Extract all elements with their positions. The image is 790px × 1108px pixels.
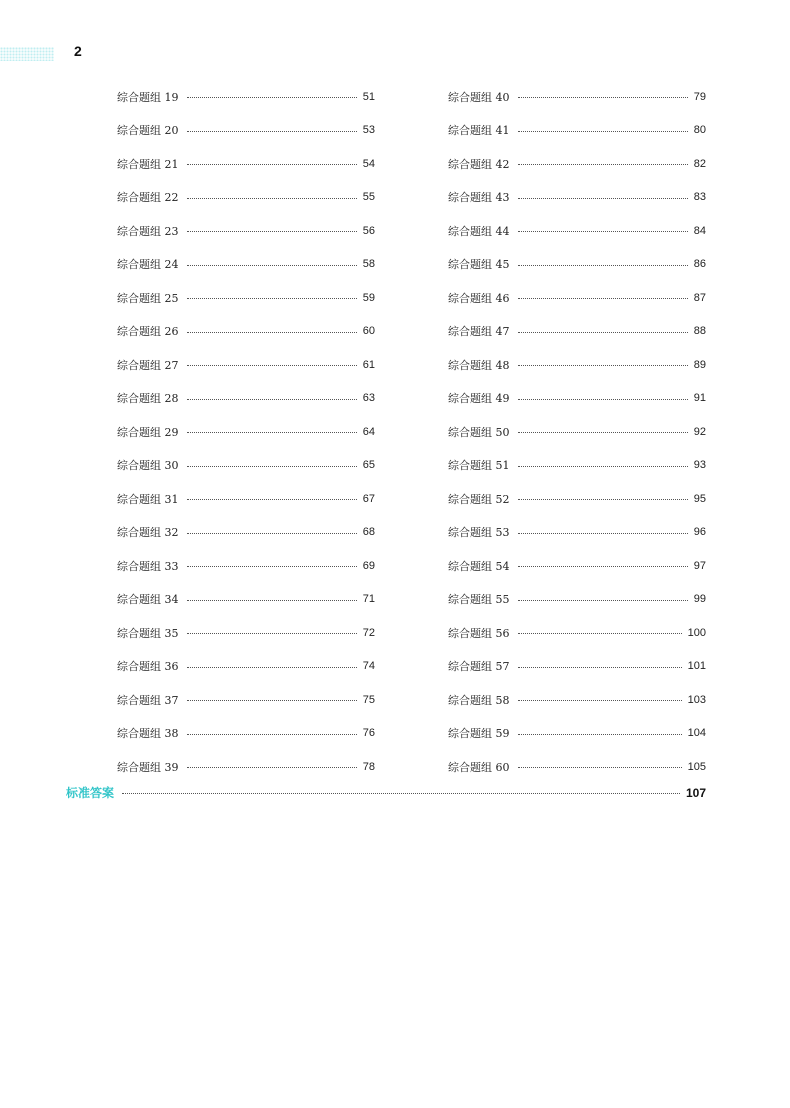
dot-leader [518, 231, 688, 232]
toc-entry-page: 95 [693, 492, 706, 505]
dot-leader [518, 533, 688, 534]
toc-entry[interactable] [117, 549, 375, 583]
toc-entry-page: 56 [362, 224, 375, 237]
toc-entry-label: 综合题组 29 [117, 425, 179, 439]
toc-entry-label: 综合题组 19 [117, 90, 179, 104]
dot-leader [187, 767, 357, 768]
toc-entry-page: 68 [362, 526, 375, 539]
toc-entry[interactable] [117, 214, 375, 248]
dot-leader [518, 365, 688, 366]
toc-entry-label: 综合题组 22 [117, 191, 179, 205]
toc-entry-page: 71 [362, 593, 375, 606]
toc-entry-page: 99 [693, 593, 706, 606]
toc-entry-label: 综合题组 44 [448, 224, 510, 238]
answers-label: 标准答案 [66, 786, 115, 800]
toc-entry-label: 综合题组 45 [448, 258, 510, 272]
toc-entry-page: 82 [693, 157, 706, 170]
dot-leader [187, 265, 357, 266]
toc-entry-page: 54 [362, 157, 375, 170]
toc-entry-page: 93 [693, 459, 706, 472]
page-header [0, 40, 790, 70]
toc-entry-page: 86 [693, 258, 706, 271]
toc-entry-page: 59 [362, 291, 375, 304]
toc-entry[interactable] [117, 717, 375, 751]
page-number: 2 [74, 43, 82, 59]
toc-entry-label: 综合题组 51 [448, 459, 510, 473]
toc-entry-page: 80 [693, 124, 706, 137]
dot-leader [187, 700, 357, 701]
dot-leader [187, 466, 357, 467]
toc-entry[interactable] [448, 683, 706, 717]
dot-leader [187, 332, 357, 333]
toc-entry[interactable] [117, 382, 375, 416]
toc-entry-page: 78 [362, 760, 375, 773]
dot-leader [518, 97, 688, 98]
toc-entry-label: 综合题组 30 [117, 459, 179, 473]
toc-entry-page: 58 [362, 258, 375, 271]
toc-entry-label: 综合题组 46 [448, 291, 510, 305]
dot-leader [187, 566, 357, 567]
toc-entry-label: 综合题组 58 [448, 693, 510, 707]
toc-entry[interactable] [448, 616, 706, 650]
toc-entry-page: 97 [693, 559, 706, 572]
dot-leader [187, 667, 357, 668]
toc-entry[interactable] [448, 449, 706, 483]
toc-entry-page: 53 [362, 124, 375, 137]
toc-entry-page: 92 [693, 425, 706, 438]
dot-leader [518, 633, 682, 634]
toc-entry-label: 综合题组 42 [448, 157, 510, 171]
toc-entry-page: 64 [362, 425, 375, 438]
toc-entry[interactable] [117, 583, 375, 617]
toc-entry-page: 69 [362, 559, 375, 572]
toc-entry-page: 76 [362, 727, 375, 740]
decorative-dot-band [0, 47, 54, 61]
toc-entry[interactable] [448, 549, 706, 583]
toc-entry[interactable] [117, 348, 375, 382]
toc-entry[interactable] [448, 516, 706, 550]
dot-leader [518, 198, 688, 199]
dot-leader [518, 298, 688, 299]
toc-entry[interactable] [448, 415, 706, 449]
toc-entry[interactable] [448, 80, 706, 114]
toc-entry-answers[interactable] [66, 784, 706, 801]
toc-entry-label: 综合题组 26 [117, 325, 179, 339]
toc-entry[interactable] [117, 683, 375, 717]
toc-entry-label: 综合题组 48 [448, 358, 510, 372]
dot-leader [518, 265, 688, 266]
dot-leader [518, 432, 688, 433]
toc-entry-label: 综合题组 24 [117, 258, 179, 272]
toc-entry[interactable] [117, 315, 375, 349]
toc-entry-page: 83 [693, 191, 706, 204]
toc-entry[interactable] [117, 415, 375, 449]
toc-entry-label: 综合题组 20 [117, 124, 179, 138]
dot-leader [187, 600, 357, 601]
toc-entry[interactable] [117, 248, 375, 282]
dot-leader [187, 734, 357, 735]
toc-entry-page: 51 [362, 90, 375, 103]
toc-entry-page: 96 [693, 526, 706, 539]
toc-entry[interactable] [448, 717, 706, 751]
toc-entry-page: 88 [693, 325, 706, 338]
dot-leader [187, 533, 357, 534]
toc-entry-label: 综合题组 40 [448, 90, 510, 104]
dot-leader [187, 399, 357, 400]
dot-leader [187, 298, 357, 299]
toc-entry-label: 综合题组 34 [117, 593, 179, 607]
dot-leader [518, 332, 688, 333]
toc-entry-page: 72 [362, 626, 375, 639]
dot-leader [187, 231, 357, 232]
dot-leader [187, 164, 357, 165]
toc-entry[interactable] [117, 281, 375, 315]
toc-entry-page: 75 [362, 693, 375, 706]
toc-entry-page: 104 [687, 727, 706, 740]
toc-entry-label: 综合题组 25 [117, 291, 179, 305]
dot-leader [518, 131, 688, 132]
dot-leader [518, 466, 688, 467]
toc-entry-label: 综合题组 41 [448, 124, 510, 138]
toc-entry[interactable] [448, 348, 706, 382]
toc-entry-label: 综合题组 28 [117, 392, 179, 406]
toc-entry-label: 综合题组 57 [448, 660, 510, 674]
toc-entry-page: 87 [693, 291, 706, 304]
dot-leader [187, 97, 357, 98]
toc-entry-label: 综合题组 55 [448, 593, 510, 607]
toc-entry-label: 综合题组 59 [448, 727, 510, 741]
toc-entry-label: 综合题组 33 [117, 559, 179, 573]
toc-entry-page: 84 [693, 224, 706, 237]
toc-entry-label: 综合题组 38 [117, 727, 179, 741]
dot-leader [518, 399, 688, 400]
toc-entry[interactable] [117, 616, 375, 650]
toc-entry[interactable] [448, 214, 706, 248]
toc-entry[interactable] [448, 750, 706, 784]
dot-leader [518, 499, 688, 500]
toc-entry-label: 综合题组 36 [117, 660, 179, 674]
toc-entry[interactable] [448, 382, 706, 416]
toc-entry-label: 综合题组 35 [117, 626, 179, 640]
toc-entry-label: 综合题组 21 [117, 157, 179, 171]
toc-entry[interactable] [448, 114, 706, 148]
toc-right-column [448, 80, 706, 784]
toc-entry-label: 综合题组 37 [117, 693, 179, 707]
toc-entry[interactable] [117, 181, 375, 215]
toc-entry-page: 100 [687, 626, 706, 639]
toc-entry[interactable] [117, 147, 375, 181]
dot-leader [187, 499, 357, 500]
dot-leader [518, 700, 682, 701]
toc-left-column [117, 80, 375, 784]
dot-leader [518, 667, 682, 668]
toc-entry-label: 综合题组 43 [448, 191, 510, 205]
toc-entry-label: 综合题组 31 [117, 492, 179, 506]
toc-entry-label: 综合题组 50 [448, 425, 510, 439]
toc-entry-page: 60 [362, 325, 375, 338]
toc-entry[interactable] [117, 449, 375, 483]
dot-leader [518, 164, 688, 165]
toc-entry[interactable] [448, 281, 706, 315]
toc-entry-label: 综合题组 54 [448, 559, 510, 573]
toc-entry-page: 55 [362, 191, 375, 204]
toc-entry[interactable] [117, 114, 375, 148]
dot-leader [187, 432, 357, 433]
toc-entry-label: 综合题组 56 [448, 626, 510, 640]
toc-entry-label: 综合题组 23 [117, 224, 179, 238]
toc-entry-label: 综合题组 39 [117, 760, 179, 774]
toc-entry-label: 综合题组 32 [117, 526, 179, 540]
toc-entry-page: 67 [362, 492, 375, 505]
dot-leader [518, 767, 682, 768]
toc-entry-page: 79 [693, 90, 706, 103]
toc-entry-page: 103 [687, 693, 706, 706]
dot-leader [187, 633, 357, 634]
dot-leader [187, 198, 357, 199]
toc-entry-page: 91 [693, 392, 706, 405]
toc-entry[interactable] [448, 315, 706, 349]
toc-entry[interactable] [448, 583, 706, 617]
toc-entry[interactable] [117, 650, 375, 684]
toc-entry[interactable] [448, 181, 706, 215]
toc-entry-label: 综合题组 53 [448, 526, 510, 540]
toc-entry[interactable] [448, 147, 706, 181]
toc-entry-page: 105 [687, 760, 706, 773]
toc-entry-label: 综合题组 60 [448, 760, 510, 774]
toc-entry[interactable] [448, 482, 706, 516]
toc-entry[interactable] [448, 650, 706, 684]
toc-entry[interactable] [117, 482, 375, 516]
toc-entry-page: 61 [362, 358, 375, 371]
dot-leader [518, 600, 688, 601]
toc-entry[interactable] [117, 80, 375, 114]
toc-entry-page: 101 [687, 660, 706, 673]
toc-entry[interactable] [117, 516, 375, 550]
dot-leader [518, 566, 688, 567]
toc-entry[interactable] [448, 248, 706, 282]
answers-page: 107 [685, 785, 706, 800]
dot-leader [518, 734, 682, 735]
toc-entry-label: 综合题组 49 [448, 392, 510, 406]
toc-entry-label: 综合题组 52 [448, 492, 510, 506]
toc-entry[interactable] [117, 750, 375, 784]
dot-leader [187, 131, 357, 132]
toc-entry-label: 综合题组 27 [117, 358, 179, 372]
toc-entry-page: 65 [362, 459, 375, 472]
dot-leader [187, 365, 357, 366]
toc-entry-page: 63 [362, 392, 375, 405]
dot-leader [122, 793, 680, 794]
toc-entry-page: 89 [693, 358, 706, 371]
toc-entry-label: 综合题组 47 [448, 325, 510, 339]
toc-entry-page: 74 [362, 660, 375, 673]
